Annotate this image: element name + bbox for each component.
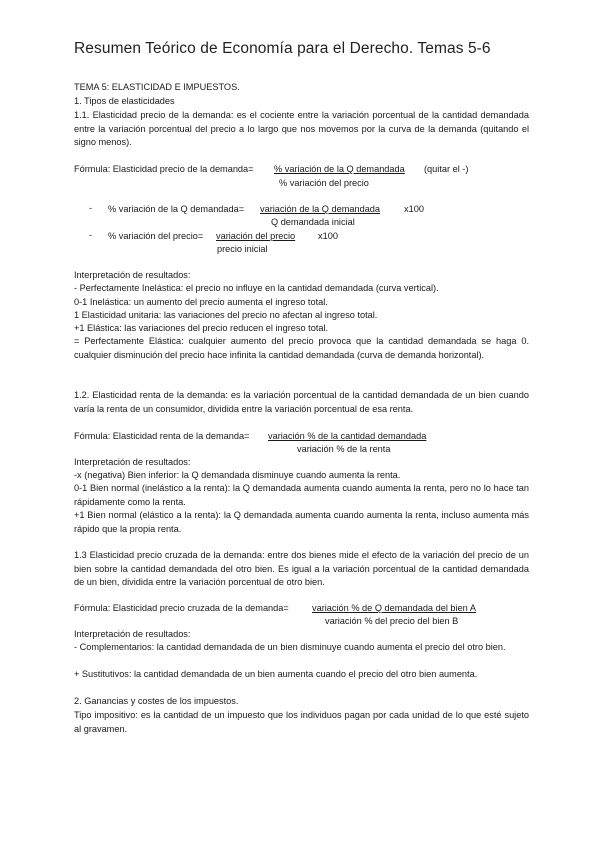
- interpretation-line: +1 Elástica: las variaciones del precio reducen el ingreso total.: [74, 323, 329, 333]
- formula-denominator: variación % del precio del bien B: [325, 616, 459, 626]
- paragraph-elasticidad-precio: 1.1. Elasticidad precio de la demanda: es el cociente entre la variación porcentual de la cantidad demandada entre la variación porcentual del precio a lo largo que nos movemos por la curva de la demanda (quitando el signo menos).: [74, 110, 529, 148]
- section-heading-tipos: 1. Tipos de elasticidades: [74, 96, 175, 106]
- bullet-label: % variación de la Q demandada=: [108, 204, 245, 214]
- formula-label: Fórmula: Elasticidad renta de la demanda=: [74, 431, 250, 441]
- interpretation-line: - Complementarios: la cantidad demandada de un bien disminuye cuando aumenta el precio del otro bien.: [74, 642, 506, 652]
- bullet-multiplier: x100: [404, 204, 424, 214]
- bullet-numerator: variación de la Q demandada: [260, 204, 381, 214]
- bullet-numerator: variación del precio: [216, 231, 296, 241]
- bullet-multiplier: x100: [318, 231, 338, 241]
- interpretation-line: = Perfectamente Elástica: cualquier aumento del precio provoca que la cantidad demandada se haga 0. cualquier disminución del precio hace infinita la cantidad demandada (curva de demanda horizontal).: [74, 336, 529, 360]
- formula-note: (quitar el -): [424, 164, 469, 174]
- interpretation-line: 1 Elasticidad unitaria: las variaciones del precio no afectan al ingreso total.: [74, 310, 378, 320]
- interpretation-heading: Interpretación de resultados:: [74, 270, 191, 280]
- formula-numerator: variación % de Q demandada del bien A: [312, 603, 476, 613]
- bullet-denominator: Q demandada inicial: [271, 217, 355, 227]
- bullet-label: % variación del precio=: [108, 231, 204, 241]
- formula-denominator: % variación del precio: [279, 178, 369, 188]
- section-heading-tema5: TEMA 5: ELASTICIDAD E IMPUESTOS.: [74, 82, 240, 92]
- interpretation-line: 0-1 Bien normal (inelástico a la renta): la Q demandada aumenta cuando aumenta la renta, pero no lo hace tan rápidamente como la renta.: [74, 483, 529, 507]
- section-heading-ganancias: 2. Ganancias y costes de los impuestos.: [74, 696, 239, 706]
- bullet-denominator: precio inicial: [217, 244, 268, 254]
- interpretation-line: +1 Bien normal (elástico a la renta): la Q demandada aumenta cuando aumenta la renta, incluso aumenta más rápido que la propia renta.: [74, 510, 529, 534]
- formula-label: Fórmula: Elasticidad precio de la demanda=: [74, 164, 254, 174]
- page-title: Resumen Teórico de Economía para el Derecho. Temas 5-6: [74, 40, 491, 57]
- interpretation-heading: Interpretación de resultados:: [74, 457, 191, 467]
- formula-label: Fórmula: Elasticidad precio cruzada de la demanda=: [74, 603, 289, 613]
- formula-numerator: variación % de la cantidad demandada: [268, 431, 427, 441]
- paragraph-tipo-impositivo: Tipo impositivo: es la cantidad de un impuesto que los individuos pagan por cada unidad de lo que esté sujeto al gravamen.: [74, 710, 529, 734]
- interpretation-line: -x (negativa) Bien inferior: la Q demandada disminuye cuando aumenta la renta.: [74, 470, 401, 480]
- interpretation-heading: Interpretación de resultados:: [74, 629, 191, 639]
- formula-numerator: % variación de la Q demandada: [274, 164, 405, 174]
- paragraph-elasticidad-renta: 1.2. Elasticidad renta de la demanda: es la variación porcentual de la cantidad demandada de un bien cuando varía la renta de un consumidor, dividida entre la variación porcentual de esa renta.: [74, 390, 529, 414]
- interpretation-line: 0-1 Inelástica: un aumento del precio aumenta el ingreso total.: [74, 297, 328, 307]
- formula-denominator: variación % de la renta: [297, 444, 391, 454]
- interpretation-line: + Sustitutivos: la cantidad demandada de un bien aumenta cuando el precio del otro bien aumenta.: [74, 669, 478, 679]
- paragraph-elasticidad-cruzada: 1.3 Elasticidad precio cruzada de la demanda: entre dos bienes mide el efecto de la variación del precio de un bien sobre la cantidad demandada del otro bien. Es igual a la variación porcentual de la cantidad demandada de un bien, dividida entre la variación porcentual de otro bien.: [74, 550, 529, 588]
- interpretation-line: - Perfectamente Inelástica: el precio no influye en la cantidad demandada (curva vertical).: [74, 283, 439, 293]
- bullet-dash: -: [89, 230, 93, 240]
- bullet-dash: -: [89, 203, 93, 213]
